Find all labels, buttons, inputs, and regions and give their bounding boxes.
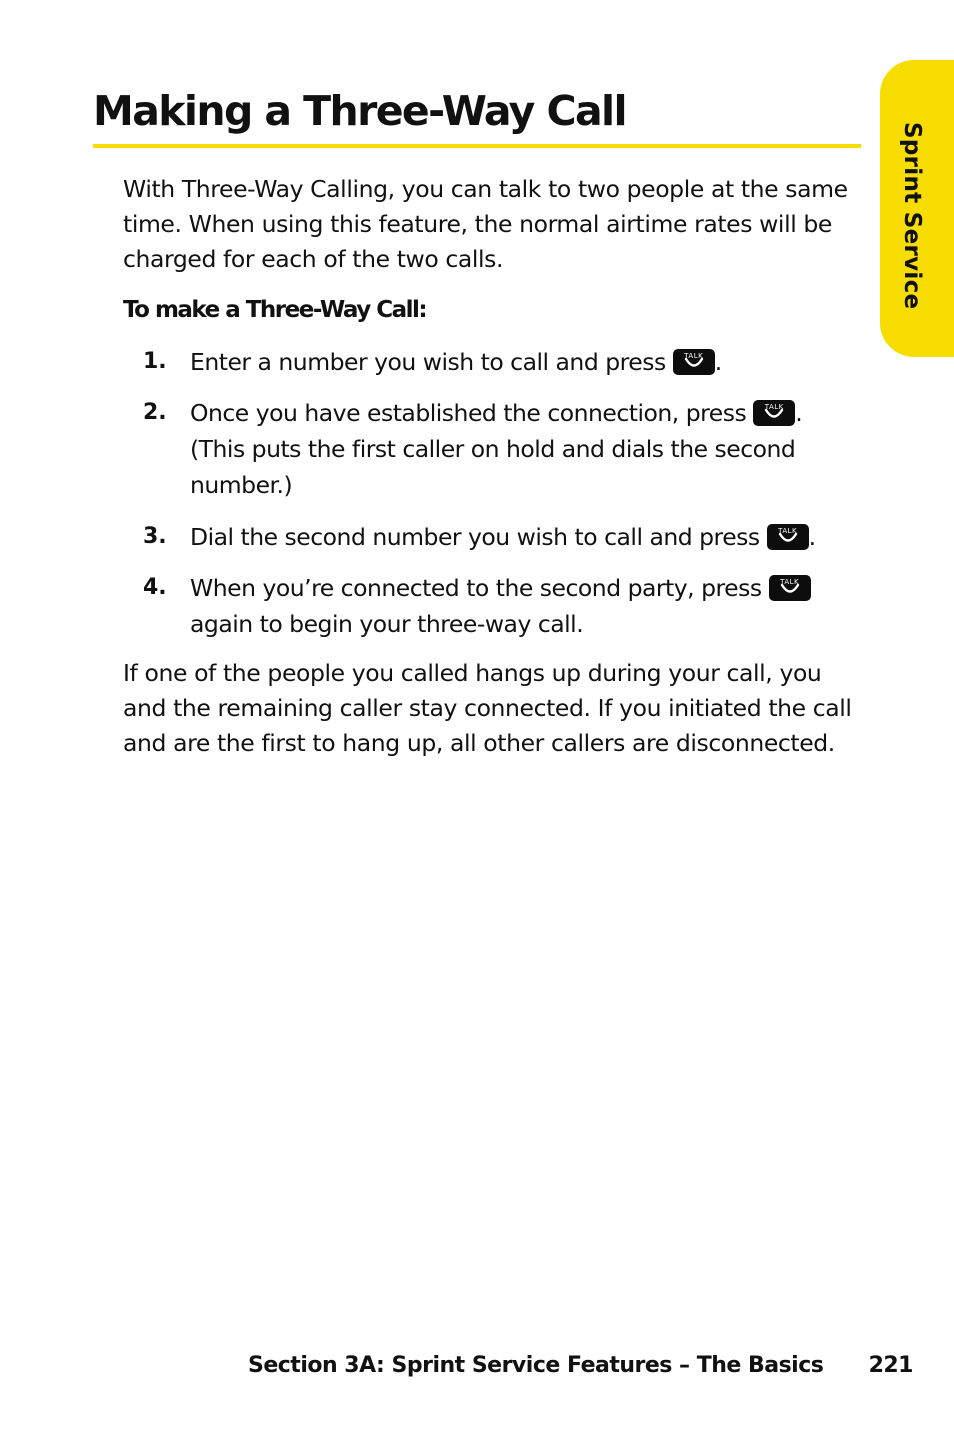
step-text-before: Enter a number you wish to call and press [190,348,673,376]
procedure-heading: To make a Three-Way Call: [123,297,427,323]
talk-key-label: TALK [778,527,798,535]
handset-icon [684,356,704,370]
step-text [190,395,850,503]
talk-key-label: TALK [780,578,800,586]
talk-key-icon [753,400,795,426]
step-number: 1. [143,349,167,374]
step-number: 4. [143,575,167,600]
page-number: 221 [868,1353,913,1378]
step-text-after: . (This puts the first caller on hold and dials the second number.) [190,399,803,499]
closing-paragraph: If one of the people you called hangs up during your call, you and the remaining caller stay connected. If you initiated the call and are the first to hang up, all other callers are disconnected. [123,659,852,757]
step-text-after: . [808,523,816,551]
step-text-after: . [714,348,722,376]
step-number: 3. [143,524,167,549]
section-tab-label: Sprint Service [899,122,925,310]
handset-icon [778,531,798,545]
talk-key-label: TALK [764,403,784,411]
talk-key-icon [767,524,809,550]
title-rule [93,144,861,148]
handset-icon [780,582,800,596]
step-text-before: Once you have established the connection, press [190,399,754,427]
talk-key-label: TALK [684,352,704,360]
step-text-before: Dial the second number you wish to call and press [190,523,767,551]
talk-key-icon [769,575,811,601]
intro-paragraph: With Three-Way Calling, you can talk to two people at the same time. When using this feature, the normal airtime rates will be charged for each of the two calls. [123,175,848,273]
footer-section-title: Section 3A: Sprint Service Features – The Basics [248,1353,824,1378]
page-title: Making a Three-Way Call [93,87,626,135]
step-text [190,519,850,555]
step-number: 2. [143,400,167,425]
step-text-after: again to begin your three-way call. [190,610,584,638]
step-text [190,570,850,642]
talk-key-icon [673,349,715,375]
step-text [190,344,850,380]
handset-icon [764,407,784,421]
step-text-before: When you’re connected to the second party, press [190,574,769,602]
